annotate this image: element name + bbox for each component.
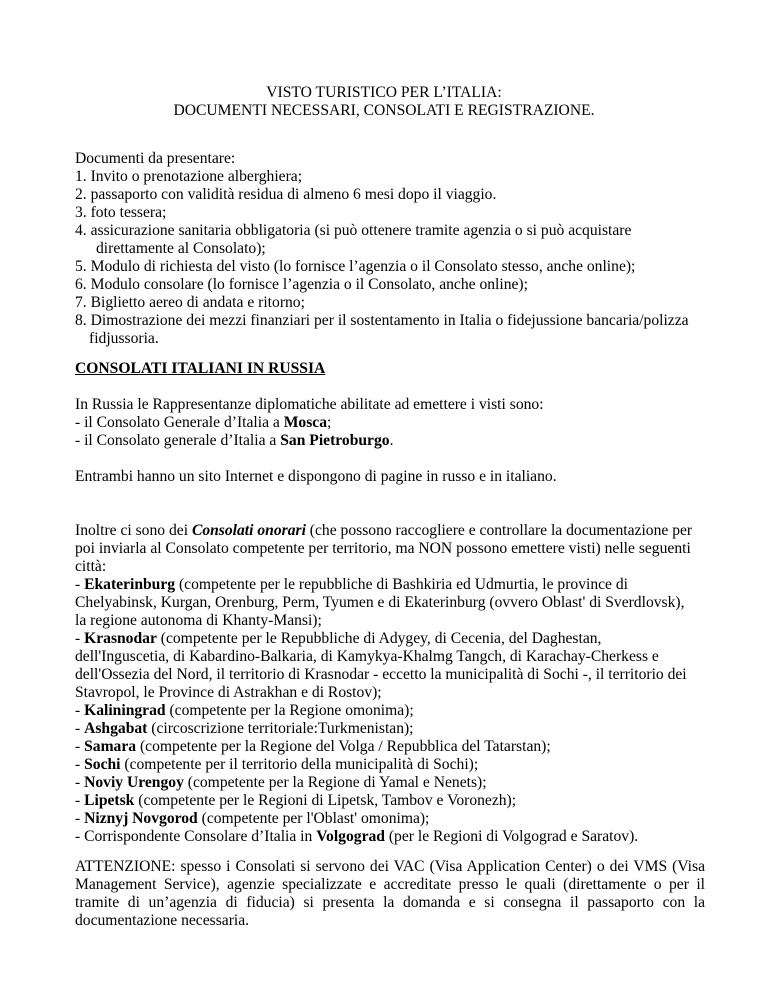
list-item: - Sochi (competente per il territorio della municipalità di Sochi); (75, 756, 479, 773)
list-item: 7. Biglietto aereo di andata e ritorno; (75, 294, 305, 311)
list-item: - Lipetsk (competente per le Regioni di Lipetsk, Tambov e Voronezh); (75, 792, 517, 809)
text-line: Inoltre ci sono dei Consolati onorari (che possono raccogliere e controllare la documentazione per (75, 522, 693, 539)
sites-text: Entrambi hanno un sito Internet e dispongono di pagine in russo e in italiano. (75, 468, 557, 485)
city-name: Samara (84, 738, 137, 755)
list-item: 3. foto tessera; (75, 204, 167, 221)
list-item: - Ashgabat (circoscrizione territoriale:Turkmenistan); (75, 720, 414, 737)
city-name: Mosca (283, 414, 328, 431)
text-line: ATTENZIONE: spesso i Consolati si servono dei VAC (Visa Application Center) o dei VMS (Visa (75, 858, 705, 875)
text-line: poi inviarla al Consolato competente per territorio, ma NON possono emettere visti) nelle seguenti (75, 540, 691, 557)
city-name: Lipetsk (84, 792, 135, 809)
attenzione-paragraph (75, 858, 705, 930)
list-item: - Kaliningrad (competente per la Regione omonima); (75, 702, 414, 719)
onorari-paragraph (75, 522, 705, 846)
text-line: dell'Inguscetia, di Kabardino-Balkaria, di Kamykya-Khalmg Tangch, di Karachay-Cherkess e (75, 648, 659, 665)
documents-intro: Documenti da presentare: (75, 150, 236, 167)
list-item: 4. assicurazione sanitaria obbligatoria (si può ottenere tramite agenzia o si può acquistare (75, 222, 632, 239)
list-item: 6. Modulo consolare (lo fornisce l’agenzia o il Consolato, anche online); (75, 276, 528, 293)
list-item: - Krasnodar (competente per le Repubbliche di Adygey, di Cecenia, del Daghestan, (75, 630, 602, 647)
consolati-intro: In Russia le Rappresentanze diplomatiche abilitate ad emettere i visti sono: (75, 396, 544, 413)
list-item: 1. Invito o prenotazione alberghiera; (75, 168, 303, 185)
emphasis: Consolati onorari (191, 522, 306, 539)
city-name: Kaliningrad (84, 702, 166, 719)
list-item: - il Consolato generale d’Italia a San Pietroburgo. (75, 432, 394, 449)
list-item: - Ekaterinburg (competente per le repubbliche di Bashkiria ed Udmurtia, le province di (75, 576, 629, 593)
list-item-continuation: direttamente al Consolato); (96, 240, 266, 257)
consolati-heading: CONSOLATI ITALIANI IN RUSSIA (75, 360, 326, 377)
text-line: tramite di un’agenzia di fiducia) si presenta la domanda e si consegna il passaporto con la (75, 894, 705, 911)
text-line: città: (75, 558, 107, 575)
city-name: Krasnodar (84, 630, 157, 647)
city-name: Ekaterinburg (84, 576, 176, 593)
city-name: Volgograd (316, 828, 385, 845)
page-title (0, 84, 768, 120)
text-line: la regione autonoma di Khanty-Mansi); (75, 612, 322, 629)
list-item: 8. Dimostrazione dei mezzi finanziari per il sostentamento in Italia o fidejussione bancaria/polizza (75, 312, 689, 329)
city-name: Sochi (84, 756, 121, 773)
list-item: 2. passaporto con validità residua di almeno 6 mesi dopo il viaggio. (75, 186, 497, 203)
city-name: San Pietroburgo (280, 432, 390, 449)
text-line: Stavropol, le Province di Astrakhan e di Rostov); (75, 684, 382, 701)
list-item: - Corrispondente Consolare d’Italia in Volgograd (per le Regioni di Volgograd e Saratov). (75, 828, 639, 845)
consolati-paragraph (75, 396, 705, 450)
sites-paragraph (75, 468, 705, 486)
title-line-2: DOCUMENTI NECESSARI, CONSOLATI E REGISTRAZIONE. (173, 102, 595, 119)
text-line: Management Service), agenzie specializzate e accreditate presso le quali (direttamente o per il (75, 876, 705, 893)
text-line: dell'Ossezia del Nord, il territorio di Krasnodar - eccetto la municipalità di Sochi -, il territorio dei (75, 666, 687, 683)
list-item: - Noviy Urengoy (competente per la Regione di Yamal e Nenets); (75, 774, 487, 791)
list-item-continuation: fidjussoria. (89, 330, 159, 347)
text-line: Chelyabinsk, Kurgan, Orenburg, Perm, Tyumen e di Ekaterinburg (ovvero Oblast' di Sverdlovsk), (75, 594, 685, 611)
city-name: Noviy Urengoy (84, 774, 184, 791)
documents-list (75, 150, 705, 348)
text-line: documentazione necessaria. (75, 912, 250, 929)
list-item: 5. Modulo di richiesta del visto (lo fornisce l’agenzia o il Consolato stesso, anche online); (75, 258, 636, 275)
list-item: - il Consolato Generale d’Italia a Mosca; (75, 414, 332, 431)
section-heading (75, 360, 705, 378)
list-item: - Niznyj Novgorod (competente per l'Oblast' omonima); (75, 810, 430, 827)
title-line-1: VISTO TURISTICO PER L’ITALIA: (266, 84, 502, 101)
city-name: Ashgabat (84, 720, 148, 737)
list-item: - Samara (competente per la Regione del Volga / Repubblica del Tatarstan); (75, 738, 551, 755)
city-name: Niznyj Novgorod (84, 810, 198, 827)
